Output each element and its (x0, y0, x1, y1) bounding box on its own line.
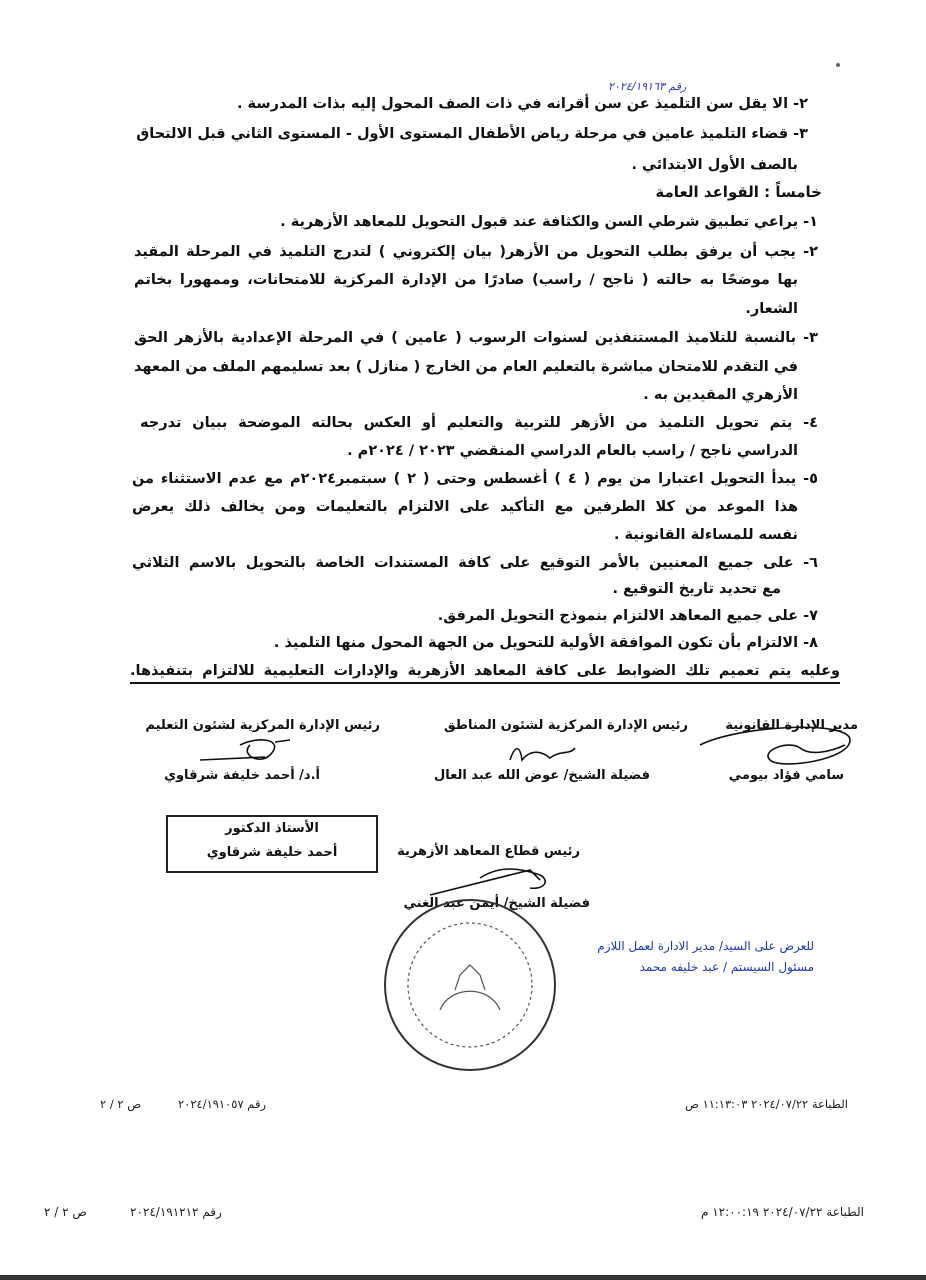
signatory-name: أ.د/ أحمد خليفة شرقاوي (164, 768, 320, 783)
rule-line: ٥- يبدأ التحويل اعتبارا من يوم ( ٤ ) أغسطس وحتى ( ٢ ) سبتمبر٢٠٢٤م مع عدم الاستثناء من (132, 471, 819, 487)
print-timestamp: الطباعة ٢٠٢٤/٠٧/٢٢ ١١:١٣:٠٣ ص (685, 1097, 848, 1111)
signatory-name: سامي فؤاد بيومي (728, 768, 844, 783)
bottom-edge (0, 1275, 926, 1280)
reference-number: ٢٠٢٤/١٩١٦٣ (608, 80, 665, 93)
rule-line: الشعار. (745, 301, 798, 317)
rule-line: ٢- يجب أن يرفق بطلب التحويل من الأزهر( بيان إلكتروني ) لتدرج التلميذ في المرحلة المقيد (134, 244, 818, 260)
print-timestamp: الطباعة ٢٠٢٤/٠٧/٢٢ ١٢:٠٠:١٩ م (700, 1205, 864, 1219)
signatory-name: فضيلة الشيخ/ عوض الله عبد العال (433, 768, 650, 783)
name-stamp (166, 815, 378, 873)
page-number: ص ٢ / ٢ (100, 1097, 142, 1111)
rule-line: ١- يراعي تطبيق شرطي السن والكثافة عند قبول التحويل للمعاهد الأزهرية . (280, 214, 818, 230)
rule-line: ٨- الالتزام بأن تكون الموافقة الأولية للتحويل من الجهة المحول منها التلميذ . (273, 635, 818, 651)
document-number: رقم ٢٠٢٤/١٩١٢١٢ (130, 1205, 222, 1219)
closing-statement: وعليه يتم تعميم تلك الضوابط على كافة المعاهد الأزهرية والإدارات التعليمية للالتزام بتنفيذها. (130, 661, 840, 684)
signature-3 (200, 740, 290, 760)
rule-line: نفسه للمساءلة القانونية . (613, 527, 798, 543)
rule-line: ٦- على جميع المعنيين بالأمر التوقيع على كافة المستندات الخاصة بالتحويل بالاسم الثلاثي (132, 555, 818, 571)
signatory-title: رئيس الإدارة المركزية لشئون المناطق (444, 718, 688, 733)
signatory-name: فضيلة الشيخ/ أيمن عبد الغني (403, 896, 590, 911)
signatory-title: رئيس قطاع المعاهد الأزهرية (397, 844, 580, 859)
rule-line: بها موضحًا به حالته ( ناجح / راسب) صادرًا من الإدارة المركزية للامتحانات، وممهورا بخاتم (134, 272, 798, 288)
corner-mark (836, 63, 840, 67)
rule-line: هذا الموعد من كلا الطرفين مع التأكيد على الالتزام بالتعليمات ومن يخالف ذلك يعرض (132, 499, 798, 515)
rule-line: مع تحديد تاريخ التوقيع . (612, 581, 781, 597)
stamp-line: أحمد خليفة شرقاوي (206, 845, 338, 860)
rule-line: بالصف الأول الابتدائي . (631, 157, 798, 173)
rule-line: ٧- على جميع المعاهد الالتزام بنموذج التحويل المرفق. (437, 608, 818, 624)
rule-line: ٤- يتم تحويل التلميذ من الأزهر للتربية والتعليم أو العكس بحالته الموضحة ببيان تدرجه (140, 415, 818, 431)
section-heading: خامساً : القواعد العامة (655, 183, 822, 201)
reference-label: رقم (668, 80, 687, 93)
signature-4 (430, 869, 545, 895)
rule-line: الدراسي ناجح / راسب بالعام الدراسي المنقضي ٢٠٢٣ / ٢٠٢٤م . (347, 443, 798, 459)
rule-line: ٣- قضاء التلميذ عامين في مرحلة رياض الأطفال المستوى الأول - المستوى الثاني قبل الالتحاق (136, 126, 808, 142)
signatory-title: رئيس الإدارة المركزية لشئون التعليم (145, 718, 380, 733)
rule-line: ٢- الا يقل سن التلميذ عن سن أقرانه في ذات الصف المحول إليه بذات المدرسة . (236, 96, 808, 112)
handwritten-note: مسئول السيستم / عبد خليفه محمد (639, 960, 814, 974)
rule-line: ٣- بالنسبة للتلاميذ المستنفذين لسنوات الرسوب ( عامين ) في المرحلة الإعدادية بالأزهر الحق (134, 330, 818, 346)
stamp-line: الأستاذ الدكتور (225, 821, 319, 836)
document-number: رقم ٢٠٢٤/١٩١٠٥٧ (178, 1097, 267, 1111)
official-seal (385, 900, 555, 1070)
signatory-title: مدير الإدارة القانونية (725, 718, 858, 733)
rule-line: الأزهري المقيدين به . (643, 387, 798, 403)
rule-line: في التقدم للامتحان مباشرة بالتعليم العام من الخارج ( منازل ) بعد تسليمهم الملف من المعهد (134, 359, 798, 375)
page-number: ص ٢ / ٢ (44, 1205, 87, 1219)
handwritten-reference (608, 80, 686, 93)
handwritten-note: للعرض على السيد/ مدير الادارة لعمل اللازم (597, 939, 814, 953)
signature-2 (510, 748, 575, 760)
